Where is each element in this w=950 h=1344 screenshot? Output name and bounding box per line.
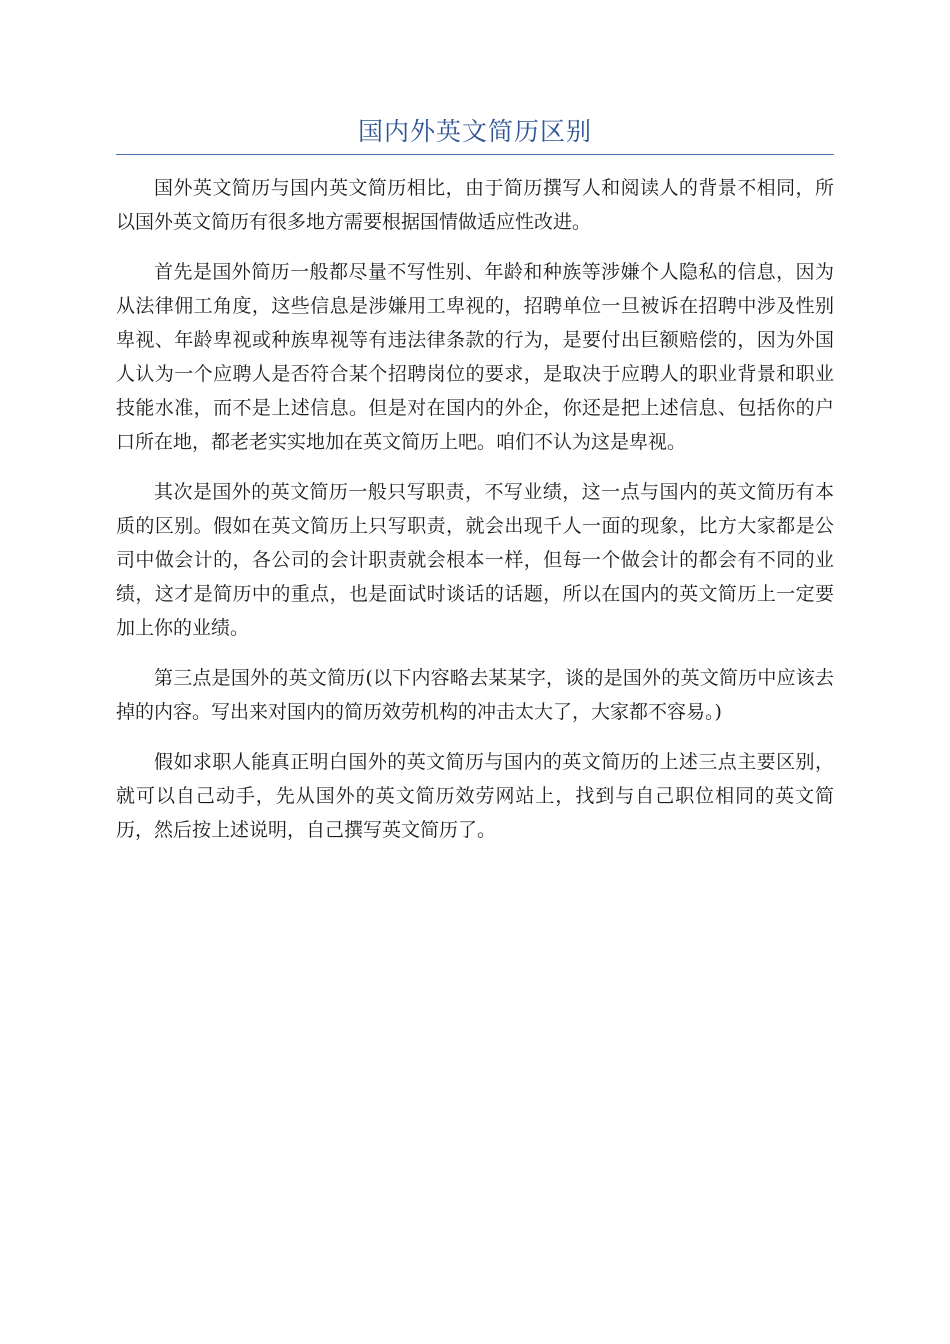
paragraph-3: 其次是国外的英文简历一般只写职责，不写业绩，这一点与国内的英文简历有本质的区别。假如在英文简历上只写职责，就会出现千人一面的现象，比方大家都是公司中做会计的，各公司的会计职责就会根本一样，但每一个做会计的都会有不同的业绩，这才是简历中的重点，也是面试时谈话的话题，所以在国内的英文简历上一定要加上你的业绩。 [116,481,834,639]
title-underline [116,154,834,155]
document-title: 国内外英文简历区别 [357,117,592,146]
paragraph-4: 第三点是国外的英文简历(以下内容略去某某字，谈的是国外的英文简历中应该去掉的内容。写出来对国内的简历效劳机构的冲击太大了，大家都不容易。) [116,667,834,723]
document-page [116,110,834,863]
paragraph-2: 首先是国外简历一般都尽量不写性别、年龄和种族等涉嫌个人隐私的信息，因为从法律佣工角度，这些信息是涉嫌用工卑视的，招聘单位一旦被诉在招聘中涉及性别卑视、年龄卑视或种族卑视等有违法律条款的行为，是要付出巨额赔偿的，因为外国人认为一个应聘人是否符合某个招聘岗位的要求，是取决于应聘人的职业背景和职业技能水准，而不是上述信息。但是对在国内的外企，你还是把上述信息、包括你的户口所在地，都老老实实地加在英文简历上吧。咱们不认为这是卑视。 [116,261,834,453]
paragraph-5: 假如求职人能真正明白国外的英文简历与国内的英文简历的上述三点主要区别，就可以自己动手，先从国外的英文简历效劳网站上，找到与自己职位相同的英文简历，然后按上述说明，自己撰写英文简历了。 [116,751,834,841]
paragraph-1: 国外英文简历与国内英文简历相比，由于简历撰写人和阅读人的背景不相同，所以国外英文简历有很多地方需要根据国情做适应性改进。 [116,177,834,233]
